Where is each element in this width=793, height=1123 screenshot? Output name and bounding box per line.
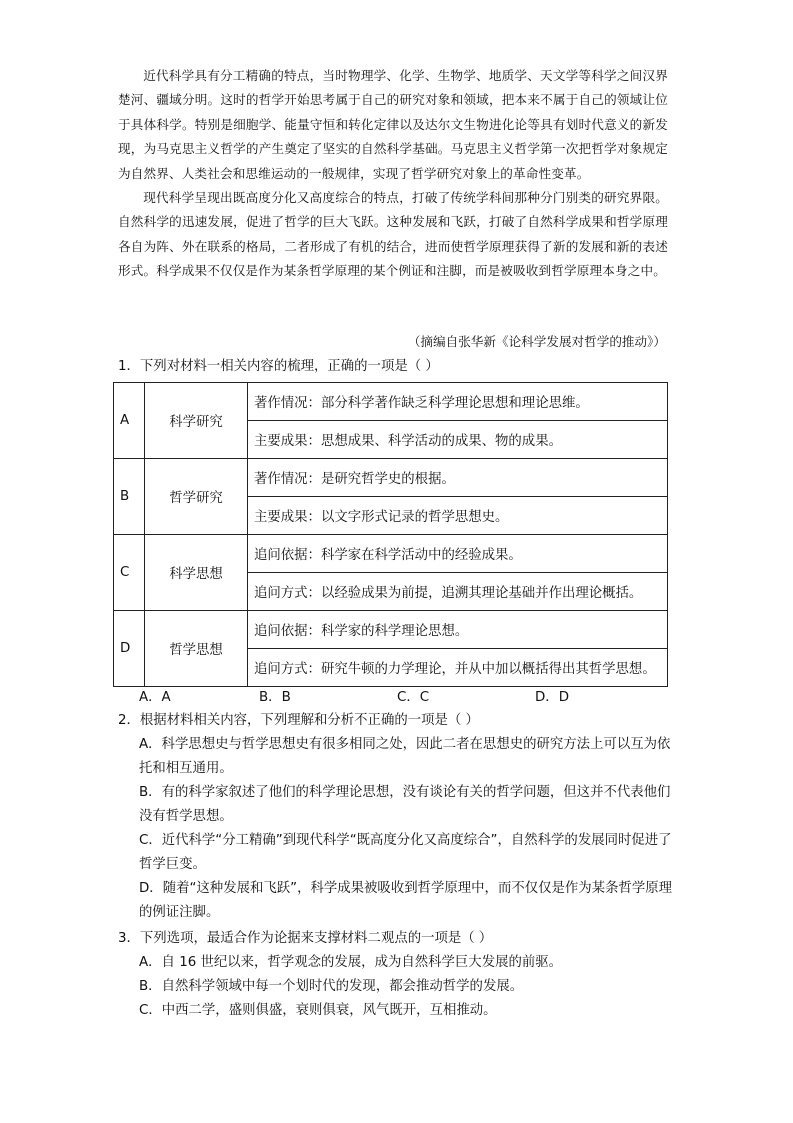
question-2-option-b[interactable]: B．有的科学家叙述了他们的科学理论思想，没有谈论有关的哲学问题，但这并不代表他们没有哲学思想。 (139, 785, 671, 824)
passage-paragraph-2: 现代科学呈现出既高度分化又高度综合的特点，打破了传统学科间那种分门别类的研究界限。自然科学的迅速发展，促进了哲学的巨大飞跃。这种发展和飞跃，打破了自然科学成果和哲学原理各自为阵、外在联系的格局，二者形成了有机的结合，进而使哲学原理获得了新的发展和新的表述形式。科学成果不仅仅是作为某条哲学原理的某个例证和注脚，而是被吸收到哲学原理本身之中。 (118, 190, 668, 279)
row-d-line-2: 追问方式：研究牛顿的力学理论，并从中加以概括得出其哲学思想。 (248, 649, 668, 687)
row-d-letter: D (114, 611, 145, 687)
row-c-line-2: 追问方式：以经验成果为前提，追溯其理论基础并作出理论概括。 (248, 573, 668, 611)
choice-a[interactable]: A．A (139, 690, 171, 705)
row-c-letter: C (114, 535, 145, 611)
question-3-option-b[interactable]: B．自然科学领域中每一个划时代的发现，都会推动哲学的发展。 (139, 979, 524, 994)
row-b-topic: 哲学研究 (145, 459, 248, 535)
table-row-b (114, 459, 668, 497)
table-row-a (114, 383, 668, 421)
row-a-letter: A (114, 383, 145, 459)
question-2-option-c[interactable]: C．近代科学“分工精确”到现代科学“既高度分化又高度综合”，自然科学的发展同时促进了哲学巨变。 (139, 833, 672, 872)
question-3-option-a[interactable]: A．自 16 世纪以来，哲学观念的发展，成为自然科学巨大发展的前驱。 (139, 955, 563, 970)
row-a-line-1: 著作情况：部分科学著作缺乏科学理论思想和理论思维。 (248, 383, 668, 421)
question-2-option-d[interactable]: D．随着“这种发展和飞跃”，科学成果被吸收到哲学原理中，而不仅仅是作为某条哲学原理的例证注脚。 (139, 881, 673, 920)
row-b-line-2: 主要成果：以文字形式记录的哲学思想史。 (248, 497, 668, 535)
question-2-option-a[interactable]: A．科学思想史与哲学思想史有很多相同之处，因此二者在思想史的研究方法上可以互为依托和相互通用。 (139, 737, 671, 776)
passage-paragraph-1: 近代科学具有分工精确的特点，当时物理学、化学、生物学、地质学、天文学等科学之间汉界楚河、疆域分明。这时的哲学开始思考属于自己的研究对象和领域，把本来不属于自己的领域让位于具体科学。特别是细胞学、能量守恒和转化定律以及达尔文生物进化论等具有划时代意义的新发现，为马克思主义哲学的产生奠定了坚实的自然科学基础。马克思主义哲学第一次把哲学对象规定为自然界、人类社会和思维运动的一般规律，实现了哲学研究对象上的革命性变革。 (118, 68, 668, 181)
question-1 (118, 355, 678, 379)
choice-d[interactable]: D．D (535, 690, 570, 705)
choice-b[interactable]: B．B (259, 690, 291, 705)
row-d-topic: 哲学思想 (145, 611, 248, 687)
question-2-stem: 2．根据材料相关内容，下列理解和分析不正确的一项是（ ） (118, 713, 479, 728)
table-row-d (114, 611, 668, 649)
table-row-c (114, 535, 668, 573)
row-a-line-2: 主要成果：思想成果、科学活动的成果、物的成果。 (248, 421, 668, 459)
question-3 (118, 927, 678, 1023)
row-c-topic: 科学思想 (145, 535, 248, 611)
row-a-topic: 科学研究 (145, 383, 248, 459)
question-3-option-c[interactable]: C．中西二学，盛则俱盛，衰则俱衰，风气既开，互相推动。 (139, 1003, 497, 1018)
row-b-letter: B (114, 459, 145, 535)
reading-passage (118, 64, 668, 284)
question-1-table (113, 382, 668, 687)
choice-c[interactable]: C．C (397, 690, 430, 705)
row-c-line-1: 追问依据：科学家在科学活动中的经验成果。 (248, 535, 668, 573)
question-3-stem: 3．下列选项，最适合作为论据来支撑材料二观点的一项是（ ） (118, 931, 493, 946)
question-2 (118, 709, 678, 925)
row-d-line-1: 追问依据：科学家的科学理论思想。 (248, 611, 668, 649)
row-b-line-1: 著作情况：是研究哲学史的根据。 (248, 459, 668, 497)
passage-source: （摘编自张华新《论科学发展对哲学的推动》） (407, 334, 666, 349)
question-1-stem: 1．下列对材料一相关内容的梳理，正确的一项是（ ） (118, 359, 439, 374)
